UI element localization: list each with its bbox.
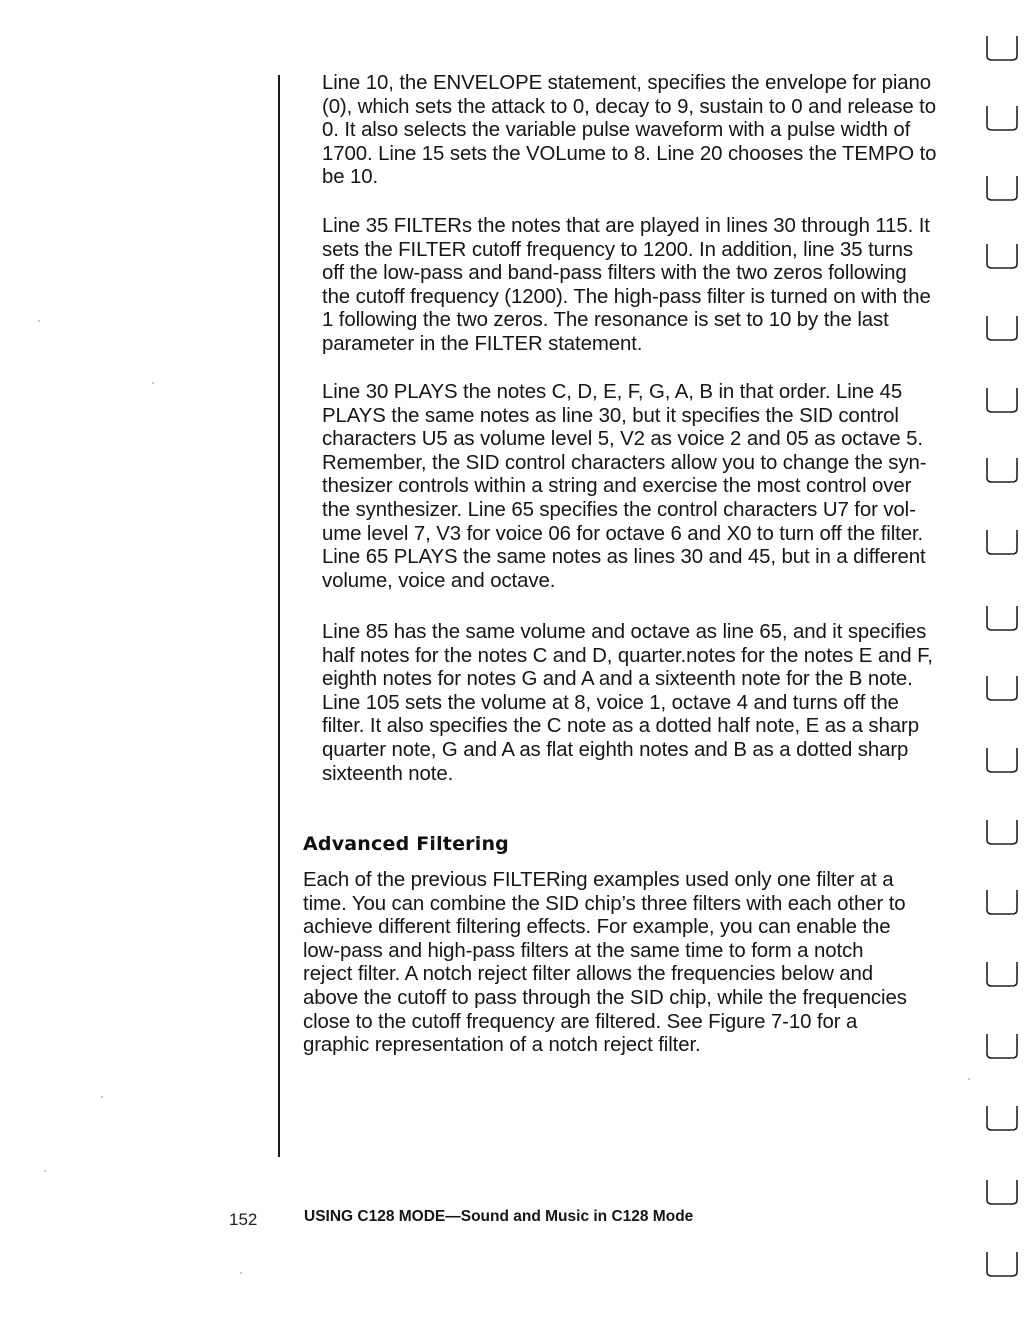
text-line: 1 following the two zeros. The resonance is set to 10 by the last xyxy=(322,309,889,332)
text-line: Line 105 sets the volume at 8, voice 1, octave 4 and turns off the xyxy=(322,691,899,714)
text-line: time. You can combine the SID chip’s three filters with each other to xyxy=(303,892,906,915)
bracket-mark xyxy=(987,676,1017,700)
text-line: off the low-pass and band-pass filters with the two zeros following xyxy=(322,262,907,285)
text-line: (0), which sets the attack to 0, decay to 9, sustain to 0 and release to xyxy=(322,95,936,118)
text-line: reject filter. A notch reject filter allows the frequencies below and xyxy=(303,963,874,986)
text-line: the cutoff frequency (1200). The high-pass filter is turned on with the xyxy=(322,285,931,308)
bracket-mark xyxy=(987,1034,1017,1058)
page-number: 152 xyxy=(229,1210,258,1229)
bracket-mark xyxy=(987,606,1017,630)
text-line: above the cutoff to pass through the SID chip, while the frequencies xyxy=(303,986,907,1009)
text-line: achieve different filtering effects. For example, you can enable the xyxy=(303,916,891,939)
bracket-mark xyxy=(987,458,1017,482)
scan-speck xyxy=(101,1096,103,1098)
bracket-mark xyxy=(987,36,1017,60)
scan-speck xyxy=(240,1272,242,1274)
paragraph-envelope xyxy=(322,72,936,190)
bracket-mark xyxy=(987,244,1017,268)
text-line: eighth notes for notes G and A and a sixteenth note for the B note. xyxy=(322,668,913,691)
text-line: Line 35 FILTERs the notes that are played in lines 30 through 115. It xyxy=(322,215,930,237)
bracket-mark xyxy=(987,820,1017,844)
text-line: Line 85 has the same volume and octave as line 65, and it specifies xyxy=(322,621,927,643)
paragraph-filter xyxy=(322,215,931,357)
bracket-mark xyxy=(987,1252,1017,1276)
text-line: Remember, the SID control characters allow you to change the syn- xyxy=(322,451,927,474)
bracket-mark xyxy=(987,176,1017,200)
text-line: Line 30 PLAYS the notes C, D, E, F, G, A, B in that order. Line 45 xyxy=(322,381,903,403)
text-line: close to the cutoff frequency are filtered. See Figure 7-10 for a xyxy=(303,1010,858,1033)
text-line: 0. It also selects the variable pulse waveform with a pulse width of xyxy=(322,119,911,142)
bracket-mark xyxy=(987,1180,1017,1204)
bracket-mark xyxy=(987,1106,1017,1130)
paragraph-line85 xyxy=(322,621,933,786)
text-line: 1700. Line 15 sets the VOLume to 8. Line 20 chooses the TEMPO to xyxy=(322,142,937,165)
text-line: the synthesizer. Line 65 specifies the control characters U7 for vol- xyxy=(322,498,916,521)
paragraph-plays xyxy=(322,381,926,593)
text-line: PLAYS the same notes as line 30, but it specifies the SID control xyxy=(322,404,899,427)
text-line: ume level 7, V3 for voice 06 for octave 6 and X0 to turn off the filter. xyxy=(322,522,924,545)
bracket-mark xyxy=(987,106,1017,130)
text-line: be 10. xyxy=(322,166,379,189)
text-line: sets the FILTER cutoff frequency to 1200. In addition, line 35 turns xyxy=(322,238,913,261)
scan-speck xyxy=(38,320,40,322)
scan-speck xyxy=(968,1078,970,1080)
running-footer: USING C128 MODE—Sound and Music in C128 Mode xyxy=(304,1208,694,1225)
text-line: volume, voice and octave. xyxy=(322,569,556,592)
text-line: Line 10, the ENVELOPE statement, specifies the envelope for piano xyxy=(322,72,931,94)
text-line: filter. It also specifies the C note as a dotted half note, E as a sharp xyxy=(322,715,919,738)
bracket-mark xyxy=(987,388,1017,412)
margin-change-bar xyxy=(278,75,280,1157)
text-line: quarter note, G and A as flat eighth notes and B as a dotted sharp xyxy=(322,738,909,761)
text-line: parameter in the FILTER statement. xyxy=(322,332,643,355)
scan-speck xyxy=(44,1170,46,1172)
bracket-mark xyxy=(987,530,1017,554)
text-line: characters U5 as volume level 5, V2 as voice 2 and 05 as octave 5. xyxy=(322,428,923,451)
text-line: low-pass and high-pass filters at the same time to form a notch xyxy=(303,939,864,962)
binding-marks xyxy=(978,0,1028,1324)
bracket-mark xyxy=(987,316,1017,340)
punch-hole-bracket-icon xyxy=(978,0,1028,1324)
scan-speck xyxy=(152,382,154,384)
bracket-mark xyxy=(987,748,1017,772)
bracket-mark xyxy=(987,890,1017,914)
text-line: Each of the previous FILTERing examples used only one filter at a xyxy=(303,869,894,891)
paragraph-advanced-filtering xyxy=(303,869,907,1058)
text-line: sixteenth note. xyxy=(322,762,454,785)
text-line: thesizer controls within a string and exercise the most control over xyxy=(322,475,912,498)
section-heading: Advanced Filtering xyxy=(303,833,509,855)
bracket-mark xyxy=(987,962,1017,986)
text-line: Line 65 PLAYS the same notes as lines 30 and 45, but in a different xyxy=(322,546,926,569)
text-line: graphic representation of a notch reject filter. xyxy=(303,1034,701,1057)
text-line: half notes for the notes C and D, quarter.notes for the notes E and F, xyxy=(322,644,933,667)
